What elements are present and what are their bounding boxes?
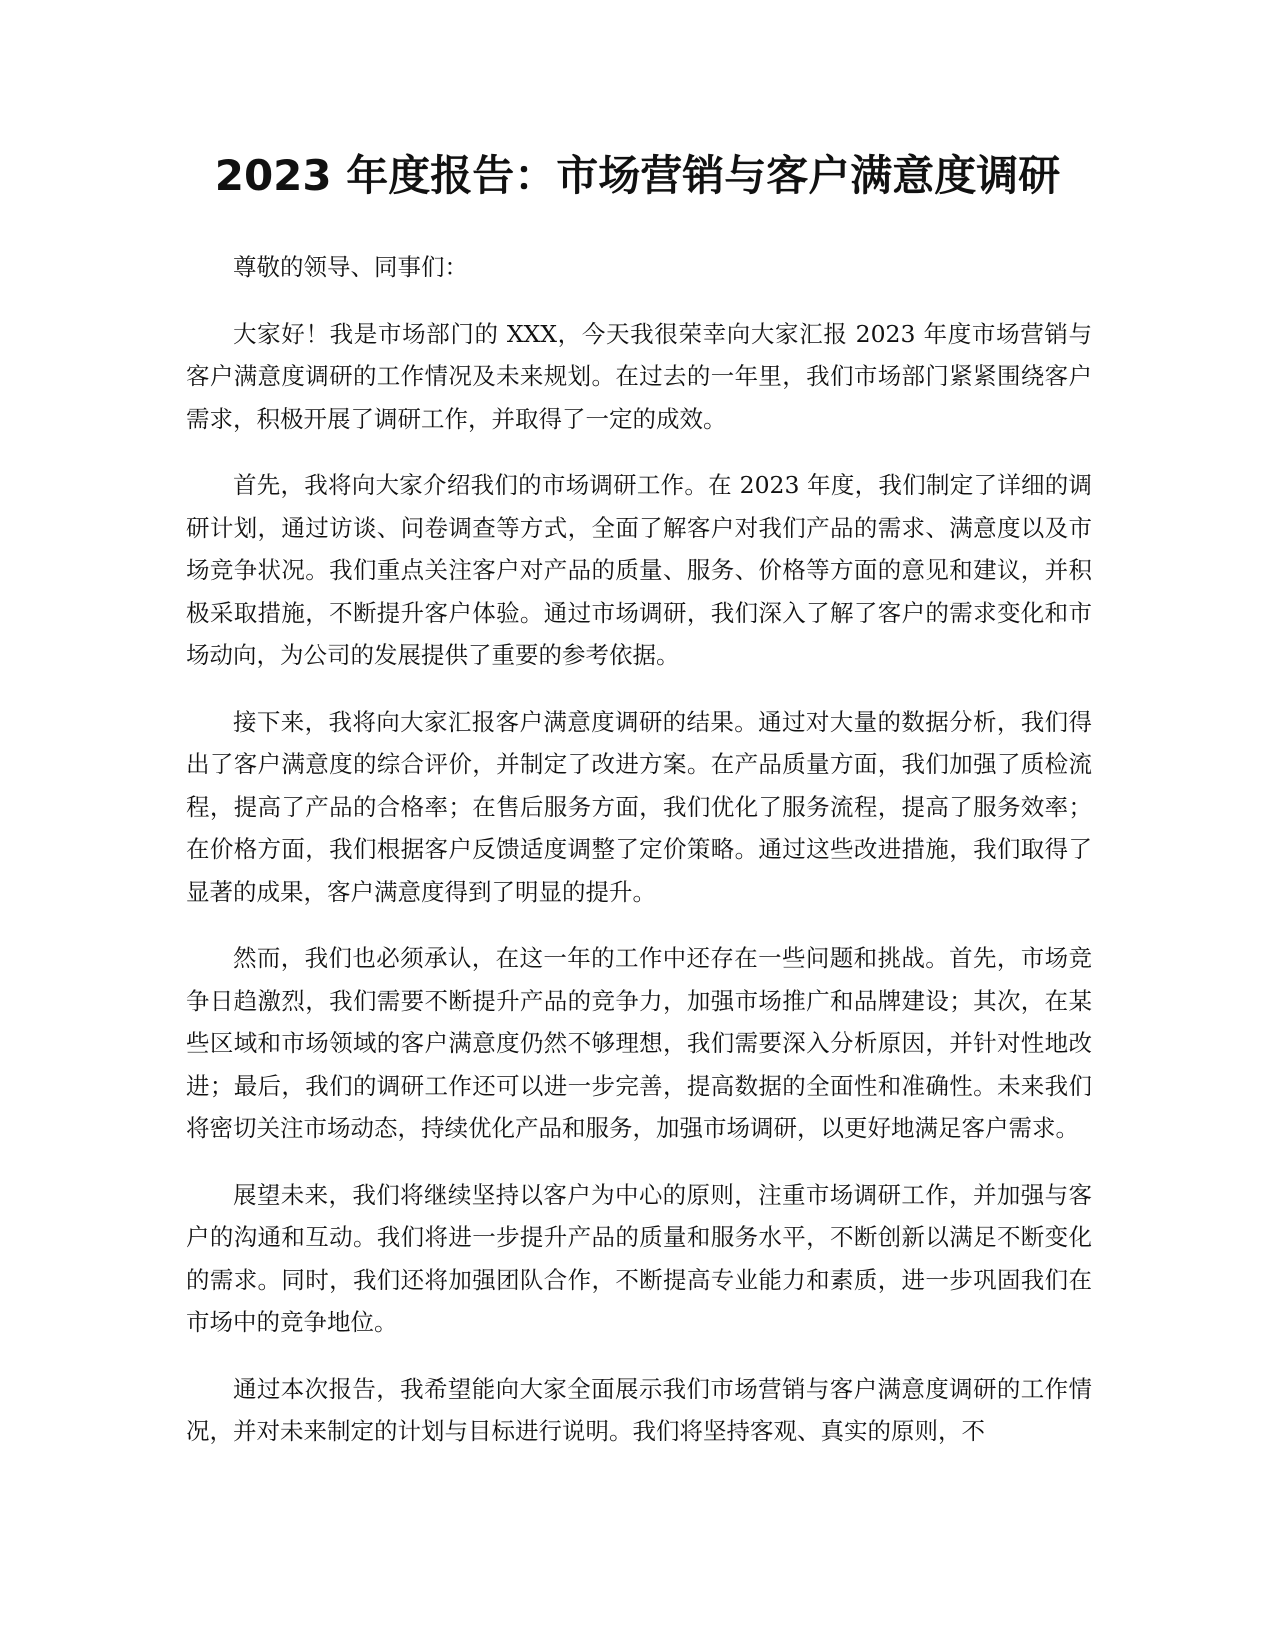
- body-paragraph: 接下来，我将向大家汇报客户满意度调研的结果。通过对大量的数据分析，我们得出了客户满意度的综合评价，并制定了改进方案。在产品质量方面，我们加强了质检流程，提高了产品的合格率；在售后服务方面，我们优化了服务流程，提高了服务效率；在价格方面，我们根据客户反馈适度调整了定价策略。通过这些改进措施，我们取得了显著的成果，客户满意度得到了明显的提升。: [186, 707, 1092, 906]
- document-body: [186, 246, 1092, 1477]
- body-paragraph: 大家好！我是市场部门的 XXX，今天我很荣幸向大家汇报 2023 年度市场营销与客户满意度调研的工作情况及未来规划。在过去的一年里，我们市场部门紧紧围绕客户需求，积极开展了调研工作，并取得了一定的成效。: [186, 319, 1092, 433]
- salutation-paragraph: 尊敬的领导、同事们：: [233, 253, 468, 281]
- body-paragraph: 首先，我将向大家介绍我们的市场调研工作。在 2023 年度，我们制定了详细的调研计划，通过访谈、问卷调查等方式，全面了解客户对我们产品的需求、满意度以及市场竞争状况。我们重点关注客户对产品的质量、服务、价格等方面的意见和建议，并积极采取措施，不断提升客户体验。通过市场调研，我们深入了解了客户的需求变化和市场动向，为公司的发展提供了重要的参考依据。: [186, 471, 1092, 669]
- body-paragraph: 然而，我们也必须承认，在这一年的工作中还存在一些问题和挑战。首先，市场竞争日趋激烈，我们需要不断提升产品的竞争力，加强市场推广和品牌建设；其次，在某些区域和市场领域的客户满意度仍然不够理想，我们需要深入分析原因，并针对性地改进；最后，我们的调研工作还可以进一步完善，提高数据的全面性和准确性。未来我们将密切关注市场动态，持续优化产品和服务，加强市场调研，以更好地满足客户需求。: [186, 944, 1092, 1142]
- document-title: 2023 年度报告：市场营销与客户满意度调研: [214, 151, 1061, 200]
- body-paragraph: 展望未来，我们将继续坚持以客户为中心的原则，注重市场调研工作，并加强与客户的沟通和互动。我们将进一步提升产品的质量和服务水平，不断创新以满足不断变化的需求。同时，我们还将加强团队合作，不断提高专业能力和素质，进一步巩固我们在市场中的竞争地位。: [186, 1180, 1092, 1336]
- body-paragraph: 通过本次报告，我希望能向大家全面展示我们市场营销与客户满意度调研的工作情况，并对未来制定的计划与目标进行说明。我们将坚持客观、真实的原则，不: [186, 1374, 1092, 1445]
